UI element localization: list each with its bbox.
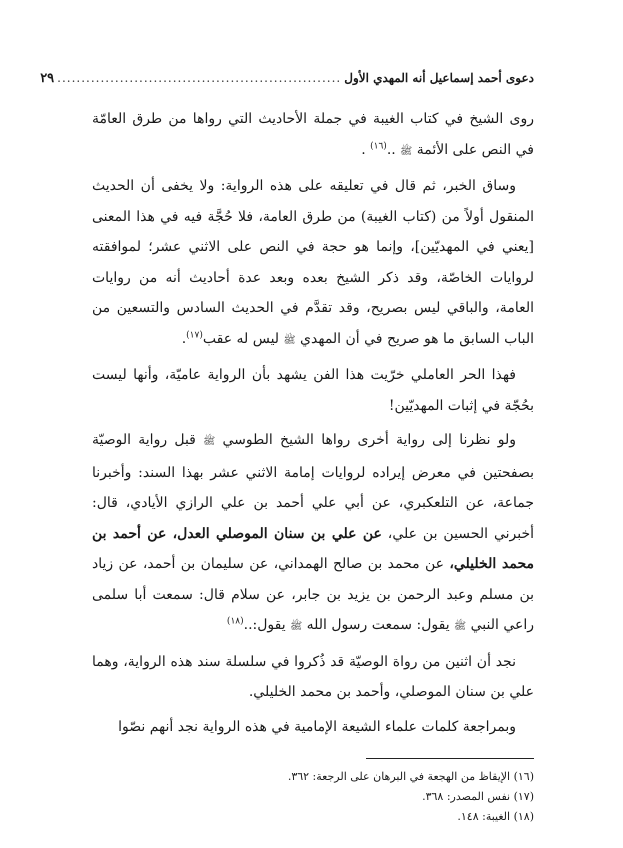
paragraph-4-part-4: يقول: سمعت رسول الله: [302, 617, 455, 633]
paragraph-2-tail: ليس له عقب: [202, 330, 284, 347]
running-header: [40, 68, 534, 90]
header-leader-dots: ...........................................................: [57, 71, 342, 85]
paragraph-4-part-2: قبل رواية الوصيّة بصفحتين في معرض إيراده لروايات إمامة الاثني عشر بهذا السند: وأخبرنا جماعة، عن التلعكبري، عن أبي علي أحمد بن علي الرازي الأيادي، قال: أخبرني الحسين بن علي،: [92, 432, 534, 542]
paragraph-6-text: وبمراجعة كلمات علماء الشيعة الإمامية في هذه الرواية نجد أنهم نصّوا: [118, 718, 516, 735]
paragraph-4: [92, 425, 534, 643]
footnote-16: (١٦) الإيقاظ من الهجعة في البرهان على الرجعة: ٣٦٢.: [287, 770, 534, 783]
paragraph-5-text: نجد أن اثنين من رواة الوصيّة قد ذُكروا في سلسلة سند هذه الرواية، وهما علي بن سنان الموصلي، وأحمد بن محمد الخليلي.: [92, 653, 534, 700]
paragraph-2-end: .: [181, 330, 187, 347]
book-page: [40, 68, 534, 827]
footnote-divider: [366, 758, 534, 759]
paragraph-2: [92, 171, 534, 356]
honorific-symbol: ﷺ: [283, 334, 296, 346]
page-number: ٢٩: [40, 71, 55, 86]
paragraph-3-text: فهذا الحر العاملي خرّيت هذا الفن يشهد بأن الرواية عاميّة، وأنها ليست بحُجّة في إثبات المهديّين!: [92, 367, 534, 414]
paragraph-1: [92, 104, 534, 167]
honorific-symbol: ﷺ: [290, 621, 303, 632]
paragraph-6: [92, 712, 534, 743]
footnote-17: (١٧) نفس المصدر: ٣٦٨.: [422, 790, 534, 803]
body-text: [92, 104, 534, 742]
paragraph-1-text: روى الشيخ في كتاب الغيبة في جملة الأحاديث التي رواها من طرق العامّة في النص على الأئمة: [92, 111, 534, 158]
paragraph-1-tail: ..: [386, 141, 401, 158]
honorific-symbol: ﷺ: [454, 621, 467, 632]
paragraph-4-bold-narrators: عن علي بن سنان الموصلي العدل، عن أحمد بن محمد الخليلي،: [92, 525, 534, 572]
paragraph-1-end: .: [361, 141, 371, 158]
running-title: دعوى أحمد إسماعيل أنه المهدي الأول: [344, 71, 534, 85]
paragraph-2-text: وساق الخبر، ثم قال في تعليقه على هذه الرواية: ولا يخفى أن الحديث المنقول أولاً من (كتاب الغيبة) من طرق العامة، فلا حُجَّة فيه في هذا المعنى [يعني في المهديّين]، وإنما هو حجة في النص على الاثني عشر؛ لموافقته لروايات الخاصّة، وقد ذكر الشيخ بعده وبعد عدة أحاديث أنه من روايات العامة، والباقي ليس بصريح، وقد تقدَّم في الحديث السادس والتسعين من الباب السابق ما هو صريح في أن المهدي: [92, 178, 534, 347]
paragraph-4-part-5: يقول:..: [243, 617, 291, 633]
paragraph-4-part-1: ولو نظرنا إلى رواية أخرى رواها الشيخ الطوسي: [215, 432, 516, 448]
paragraph-5: [92, 647, 534, 708]
footnote-ref-17[interactable]: (١٧): [186, 329, 203, 340]
footnotes: [92, 767, 534, 827]
honorific-symbol: ﷺ: [400, 145, 413, 157]
footnote-18: (١٨) الغيبة: ١٤٨.: [457, 810, 534, 823]
paragraph-4-part-3: عن محمد بن صالح الهمداني، عن سليمان بن أحمد، عن زياد بن مسلم وعبد الرحمن بن يزيد بن جابر، عن سلام قال: سمعت أبا سلمى راعي النبي: [92, 556, 534, 633]
honorific-symbol: ﷺ: [203, 436, 216, 447]
footnote-ref-18[interactable]: (١٨): [226, 616, 244, 627]
paragraph-3: [92, 360, 534, 421]
footnote-ref-16[interactable]: (١٦): [370, 140, 387, 151]
